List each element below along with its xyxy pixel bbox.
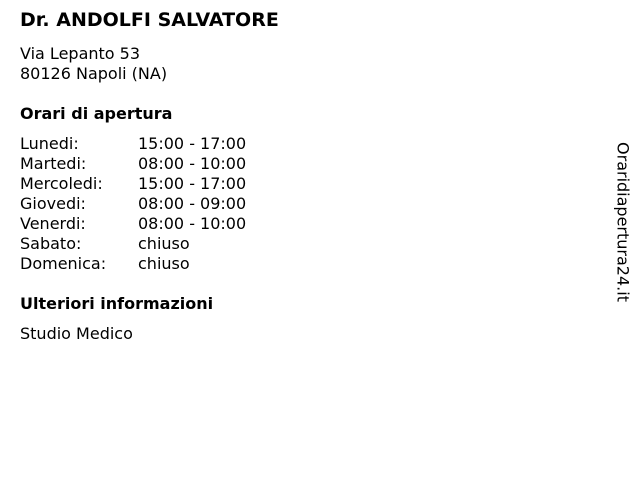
hours-time: 08:00 - 09:00	[138, 194, 247, 213]
hours-time: chiuso	[138, 254, 190, 273]
opening-hours-table	[20, 134, 246, 274]
hours-row-monday	[20, 134, 246, 154]
hours-day: Giovedi:	[20, 194, 86, 213]
hours-day: Sabato:	[20, 234, 82, 253]
hours-row-friday	[20, 214, 246, 234]
brand-watermark: Oraridiapertura24.it	[613, 142, 633, 302]
hours-time: 08:00 - 10:00	[138, 154, 247, 173]
more-info-heading: Ulteriori informazioni	[20, 294, 214, 313]
hours-time: 15:00 - 17:00	[138, 134, 247, 153]
hours-time: chiuso	[138, 234, 190, 253]
hours-day: Venerdi:	[20, 214, 86, 233]
hours-row-sunday	[20, 254, 246, 274]
address	[20, 44, 167, 84]
hours-row-thursday	[20, 194, 246, 214]
hours-row-saturday	[20, 234, 246, 254]
opening-hours-heading: Orari di apertura	[20, 104, 173, 123]
hours-time: 08:00 - 10:00	[138, 214, 247, 233]
hours-row-tuesday	[20, 154, 246, 174]
address-city: 80126 Napoli (NA)	[20, 64, 168, 83]
hours-time: 15:00 - 17:00	[138, 174, 247, 193]
hours-day: Lunedi:	[20, 134, 79, 153]
hours-day: Martedi:	[20, 154, 87, 173]
hours-day: Domenica:	[20, 254, 107, 273]
more-info-text: Studio Medico	[20, 324, 133, 343]
hours-row-wednesday	[20, 174, 246, 194]
address-street: Via Lepanto 53	[20, 44, 141, 63]
hours-day: Mercoledi:	[20, 174, 103, 193]
doctor-name: Dr. ANDOLFI SALVATORE	[20, 9, 279, 31]
